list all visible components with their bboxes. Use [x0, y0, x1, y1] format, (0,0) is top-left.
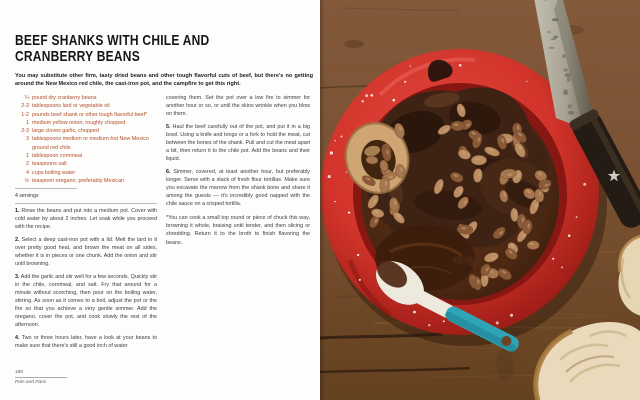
wood-knot	[344, 40, 364, 48]
ingredient-quantity: 4	[26, 169, 29, 176]
ingredient-text: tablespoon cornmeal	[32, 153, 83, 160]
enamel-speckle	[392, 99, 395, 102]
food-photo	[320, 0, 640, 400]
servings-divider-top	[15, 188, 77, 189]
enamel-speckle	[341, 136, 343, 138]
enamel-speckle	[510, 314, 513, 317]
ingredient-quantity: 1-2	[21, 111, 29, 118]
patina-spot	[547, 31, 551, 33]
ingredient-row	[15, 177, 157, 185]
photo-page	[320, 0, 640, 400]
ingredient-quantity: 2-3	[21, 128, 29, 135]
enamel-speckle	[583, 183, 586, 186]
enamel-speckle	[496, 321, 499, 324]
recipe-title-line2: CRANBERRY BEANS	[15, 48, 140, 65]
ingredients-list	[15, 94, 157, 185]
ingredient-text: large cloves garlic, chopped	[32, 128, 99, 135]
patina-spot	[565, 73, 571, 77]
page-number: 180	[15, 369, 24, 375]
instruction-step	[166, 168, 310, 208]
ingredient-row	[15, 169, 157, 177]
enamel-speckle	[404, 81, 406, 83]
step-text: Add the garlic and stir well for a few seconds. Quickly stir in the chile, cornmeal, and salt. Fry that around for a minute without scorching, then pour on the boiling water, stirring. As soon as it comes to a boil, adjust the pot or the fire so that you achieve a very gentle simmer. Add the oregano, cover the pot, and cook slowly the rest of the afternoon.	[15, 273, 158, 329]
patina-spot	[563, 92, 569, 95]
enamel-speckle	[346, 171, 348, 173]
bean-body	[471, 155, 486, 165]
step-number: 6.	[166, 168, 171, 175]
recipe-footnote: *You can cook a small top round or piece of chuck this way, browning it whole, braising until tender, and then slicing or shredding. Return it to the broth to finish flavoring the beans.	[166, 215, 310, 246]
bean-body	[527, 241, 539, 250]
step-text: Rinse the beans and put into a medium pot. Cover with cold water by about 2 inches. Let soak while you proceed with the recipe.	[15, 208, 158, 231]
ingredient-row	[15, 135, 157, 152]
patina-spot	[563, 69, 568, 72]
enamel-speckle	[561, 266, 563, 268]
bean	[457, 225, 473, 235]
patina-spot	[552, 18, 558, 21]
ingredient-text: teaspoon oregano, preferably Mexican	[32, 177, 124, 184]
ingredient-text: medium yellow onion, roughly chopped	[32, 119, 126, 126]
patina-spot	[562, 54, 566, 58]
ingredient-quantity: ¼	[24, 95, 29, 101]
bean-highlight	[475, 158, 480, 160]
bean	[471, 155, 486, 165]
enamel-speckle	[410, 65, 412, 67]
enamel-speckle	[365, 94, 368, 97]
enamel-speckle	[357, 254, 359, 256]
ingredient-quantity: ½	[24, 177, 29, 184]
step-continuation: covering them. Set the pot over a low fire to simmer for another hour or so, or until the skins wrinkle when you blow on them.	[166, 95, 310, 118]
ingredient-quantity: 3	[26, 136, 29, 143]
enamel-speckle	[526, 81, 528, 83]
patina-spot	[548, 47, 555, 49]
ingredient-row	[15, 152, 157, 160]
enamel-speckle	[568, 234, 571, 237]
enamel-speckle	[334, 201, 336, 203]
recipe-column-left	[15, 94, 157, 355]
enamel-speckle	[428, 324, 430, 326]
ingredient-quantity: 2-3	[21, 103, 29, 110]
ingredient-text: tablespoons medium or medium-hot New Mexico ground red chile	[32, 136, 149, 151]
enamel-speckle	[370, 94, 373, 97]
recipe-title-line1: BEEF SHANKS WITH CHILE AND	[15, 32, 210, 49]
ingredient-text: cups boiling water	[32, 169, 76, 176]
ingredient-row	[15, 111, 157, 119]
ingredient-row	[15, 94, 157, 102]
instruction-step	[166, 123, 310, 163]
step-number: 2.	[15, 237, 20, 244]
step-text: Simmer, covered, at least another hour, but preferably longer. Serve with a stack of fresh flour tortillas. Make sure you excavate the marrow from the shank bone and share it among the guests — it's incredibly good napped with the chile sauce on a crisped tortilla.	[166, 168, 310, 208]
instruction-step	[15, 334, 157, 350]
instruction-step	[15, 273, 157, 330]
enamel-speckle	[576, 216, 578, 218]
enamel-speckle	[335, 140, 336, 141]
wood-knot	[496, 349, 514, 381]
bean	[451, 121, 465, 131]
bean-body	[457, 225, 473, 235]
instruction-step	[15, 236, 157, 268]
enamel-speckle	[330, 151, 333, 154]
enamel-speckle	[328, 175, 331, 178]
recipe-column-right	[166, 94, 310, 355]
patina-spot	[568, 111, 575, 115]
step-text: Two or three hours later, have a look at your beans to make sure that there's still a good inch of water	[15, 335, 158, 350]
enamel-speckle	[348, 211, 350, 213]
ingredient-text: teaspoons salt	[32, 161, 67, 168]
patina-spot	[553, 36, 558, 39]
recipe-intro: You may substitute other firm, tasty dried beans and other tough flavorful cuts of beef, but there's no getting around the New Mexico red chile, the cast-iron pot, and the campfire to get this right.	[15, 73, 313, 87]
enamel-speckle	[413, 311, 416, 314]
ingredient-quantity: 1	[26, 153, 29, 160]
section-title: Pots and Pans	[15, 380, 47, 385]
enamel-speckle	[443, 320, 445, 322]
ingredient-text: pound dry cranberry beans	[32, 95, 97, 101]
step-number: 4.	[15, 335, 20, 342]
step-number: 1.	[15, 208, 20, 215]
enamel-speckle	[552, 258, 554, 260]
step-text: Haul the beef carefully out of the pot, and put it in a big bowl. Using a knife and tongs or a fork to hold the meat, cut between the bones of the shank. Pull and cut the meat apart a bit, then return it to the chile pot. Add the beans and their liquid.	[166, 123, 310, 163]
ingredient-text: pounds beef shank or other tough flavorful beef*	[32, 111, 148, 118]
footer-divider	[15, 377, 67, 378]
instructions-right	[166, 123, 310, 208]
instruction-step	[15, 207, 157, 231]
bean	[527, 241, 539, 250]
step-number: 3.	[15, 273, 20, 280]
ingredient-row	[15, 119, 157, 127]
ingredient-text: tablespoons lard or vegetable oil	[32, 103, 110, 110]
step-number: 5.	[166, 123, 171, 130]
servings-divider-bottom	[15, 203, 157, 204]
patina-spot	[567, 77, 571, 81]
servings-label: 4 servings	[15, 193, 39, 200]
patina-spot	[568, 104, 572, 108]
page-footer	[15, 370, 75, 386]
step-text: Select a deep cast-iron pot with a lid. Melt the lard in it over pretty good heat, and brown the meat on all sides, whether it is in pieces or one chunk. Add the onion and stir until browning.	[15, 237, 158, 268]
enamel-speckle	[359, 279, 361, 281]
enamel-speckle	[459, 64, 462, 67]
instructions-left	[15, 207, 157, 350]
bean-body	[451, 121, 465, 131]
ingredient-row	[15, 127, 157, 135]
recipe-title	[15, 33, 310, 65]
ingredient-row	[15, 102, 157, 110]
ingredient-quantity: 1	[26, 119, 29, 126]
ingredient-quantity: 2	[26, 161, 29, 168]
patina-spot	[551, 38, 556, 40]
bean-highlight	[454, 124, 459, 126]
recipe-columns	[15, 94, 310, 355]
bean-highlight	[529, 243, 534, 245]
ingredient-row	[15, 160, 157, 168]
enamel-speckle	[361, 100, 364, 103]
